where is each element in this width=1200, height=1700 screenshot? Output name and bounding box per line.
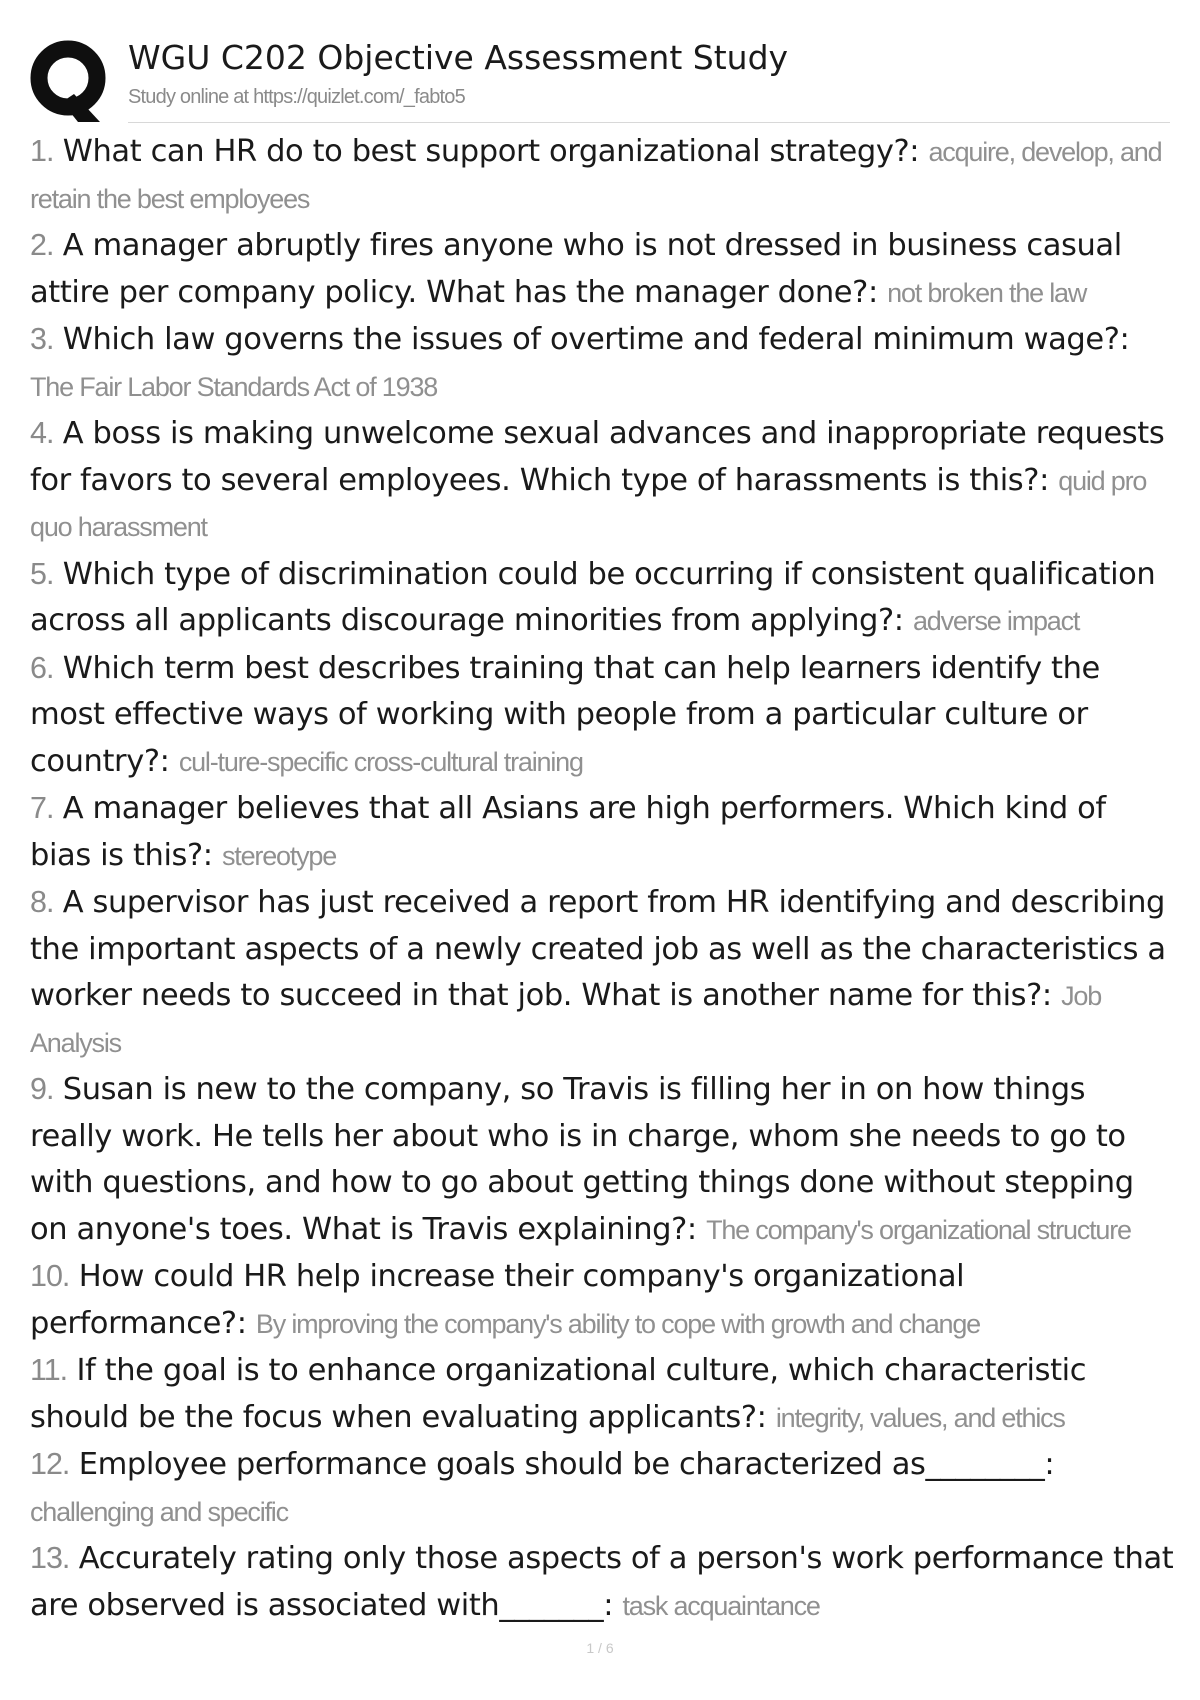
question-number: 10.: [30, 1259, 70, 1293]
question-number: 1.: [30, 134, 54, 168]
question-item: [30, 222, 1175, 316]
question-number: 13.: [30, 1541, 70, 1575]
question-text: What can HR do to best support organizational strategy?:: [62, 134, 920, 169]
question-item: [30, 551, 1175, 645]
question-item: [30, 1441, 1175, 1535]
question-item: [30, 879, 1175, 1066]
question-item: [30, 1535, 1175, 1629]
answer-text: The Fair Labor Standards Act of 1938: [30, 371, 438, 402]
question-number: 6.: [30, 650, 54, 685]
question-number: 9.: [30, 1072, 54, 1106]
answer-text: stereotype: [221, 840, 337, 871]
question-text: A manager believes that all Asians are high performers. Which kind of bias is this?:: [30, 791, 1106, 873]
question-text: If the goal is to enhance organizational culture, which characteristic should be the focus when evaluating applicants?:: [30, 1353, 1087, 1435]
question-text: Which term best describes training that can help learners identify the most effective ways of working with people from a particular culture or country?:: [30, 650, 1100, 779]
answer-text: The company's organizational structure: [706, 1214, 1131, 1245]
question-text: A manager abruptly fires anyone who is not dressed in business casual attire per company policy. What has the manager done?:: [30, 228, 1122, 310]
question-number: 7.: [30, 791, 54, 825]
question-text: Susan is new to the company, so Travis is filling her in on how things really work. He tells her about who is in charge, whom she needs to go to with questions, and how to go about getting things done without stepping on anyone's toes. What is Travis explaining?:: [30, 1072, 1134, 1247]
question-item: [30, 1253, 1175, 1347]
header-divider: [128, 122, 1170, 123]
question-text: Which law governs the issues of overtime and federal minimum wage?:: [62, 322, 1130, 357]
question-item: [30, 1066, 1175, 1253]
answer-text: cul-ture-specific cross-cultural training: [178, 746, 583, 777]
question-text: How could HR help increase their company's organizational performance?:: [30, 1259, 965, 1341]
question-number: 5.: [30, 556, 54, 591]
question-number: 3.: [30, 322, 54, 356]
question-number: 8.: [30, 885, 54, 919]
answer-text: By improving the company's ability to cope with growth and change: [255, 1308, 980, 1339]
question-item: [30, 128, 1175, 222]
question-number: 11.: [30, 1353, 68, 1387]
answer-text: challenging and specific: [30, 1496, 288, 1527]
question-item: [30, 645, 1175, 786]
question-number: 4.: [30, 416, 54, 450]
question-text: A supervisor has just received a report from HR identifying and describing the important aspects of a newly created job as well as the characteristics a worker needs to succeed in that job. What is another name for this?:: [30, 885, 1166, 1013]
question-list: [30, 128, 1175, 1629]
answer-text: adverse impact: [912, 606, 1080, 636]
document-subtitle: Study online at https://quizlet.com/_fabto5: [128, 86, 465, 108]
page-number: 1 / 6: [586, 1640, 614, 1656]
document-header: [30, 30, 1170, 125]
question-number: 2.: [30, 228, 54, 262]
question-text: A boss is making unwelcome sexual advances and inappropriate requests for favors to several employees. Which type of harassments is this?:: [30, 416, 1165, 498]
question-text: Employee performance goals should be characterized as________:: [78, 1447, 1055, 1482]
question-item: [30, 785, 1175, 879]
answer-text: quid pro quo harassment: [30, 465, 1147, 542]
question-item: [30, 316, 1175, 410]
answer-text: not broken the law: [887, 277, 1087, 308]
question-number: 12.: [30, 1447, 70, 1481]
question-text: Accurately rating only those aspects of a person's work performance that are observed is associated with_______:: [30, 1541, 1174, 1623]
question-item: [30, 1347, 1175, 1441]
document-title: WGU C202 Objective Assessment Study: [128, 38, 789, 77]
answer-text: acquire, develop, and retain the best employees: [30, 137, 1162, 214]
question-item: [30, 410, 1175, 551]
question-text: Which type of discrimination could be occurring if consistent qualification across all applicants discourage minorities from applying?:: [30, 556, 1156, 638]
answer-text: Job Analysis: [30, 981, 1102, 1058]
answer-text: integrity, values, and ethics: [775, 1402, 1065, 1433]
quizlet-logo-icon: [30, 36, 108, 126]
answer-text: task acquaintance: [622, 1590, 820, 1621]
